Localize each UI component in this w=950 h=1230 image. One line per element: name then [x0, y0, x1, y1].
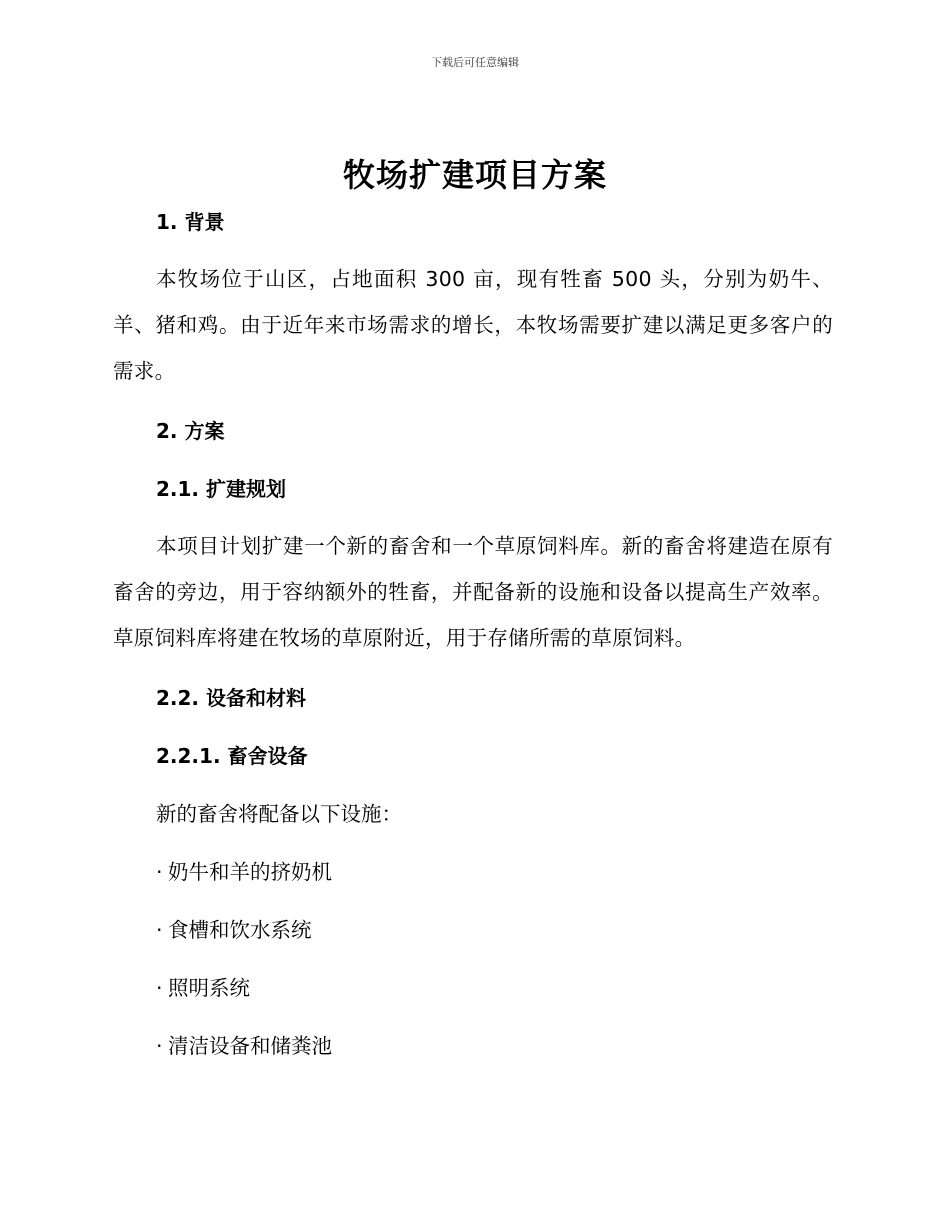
section-heading-barn-equipment: 2.2.1. 畜舍设备 — [156, 744, 308, 768]
section-heading-background: 1. 背景 — [156, 210, 225, 234]
background-paragraph: 本牧场位于山区，占地面积 300 亩，现有牲畜 500 头，分别为奶牛、羊、猪和鸡。由于近年来市场需求的增长，本牧场需要扩建以满足更多客户的需求。 — [113, 267, 833, 383]
section-heading-plan: 2. 方案 — [156, 419, 225, 443]
barn-equipment-list — [113, 856, 833, 1062]
barn-equipment-intro: 新的畜舍将配备以下设施： — [156, 802, 402, 826]
bullet-icon: · — [156, 1034, 163, 1058]
list-item — [113, 1030, 833, 1062]
list-item — [113, 856, 833, 888]
document-body — [113, 206, 833, 1062]
list-item-text: 奶牛和羊的挤奶机 — [168, 860, 332, 884]
bullet-icon: · — [156, 918, 163, 942]
section-heading-expansion: 2.1. 扩建规划 — [156, 477, 286, 501]
list-item-text: 照明系统 — [168, 976, 250, 1000]
section-heading-equipment: 2.2. 设备和材料 — [156, 686, 306, 710]
list-item — [113, 914, 833, 946]
document-title: 牧场扩建项目方案 — [342, 156, 607, 194]
page-header-note: 下载后可任意编辑 — [431, 56, 519, 69]
list-item-text: 食槽和饮水系统 — [168, 918, 312, 942]
bullet-icon: · — [156, 860, 163, 884]
bullet-icon: · — [156, 976, 163, 1000]
expansion-paragraph: 本项目计划扩建一个新的畜舍和一个草原饲料库。新的畜舍将建造在原有畜舍的旁边，用于容纳额外的牲畜，并配备新的设施和设备以提高生产效率。草原饲料库将建在牧场的草原附近，用于存储所需的草原饲料。 — [113, 534, 833, 650]
list-item — [113, 972, 833, 1004]
list-item-text: 清洁设备和储粪池 — [168, 1034, 332, 1058]
